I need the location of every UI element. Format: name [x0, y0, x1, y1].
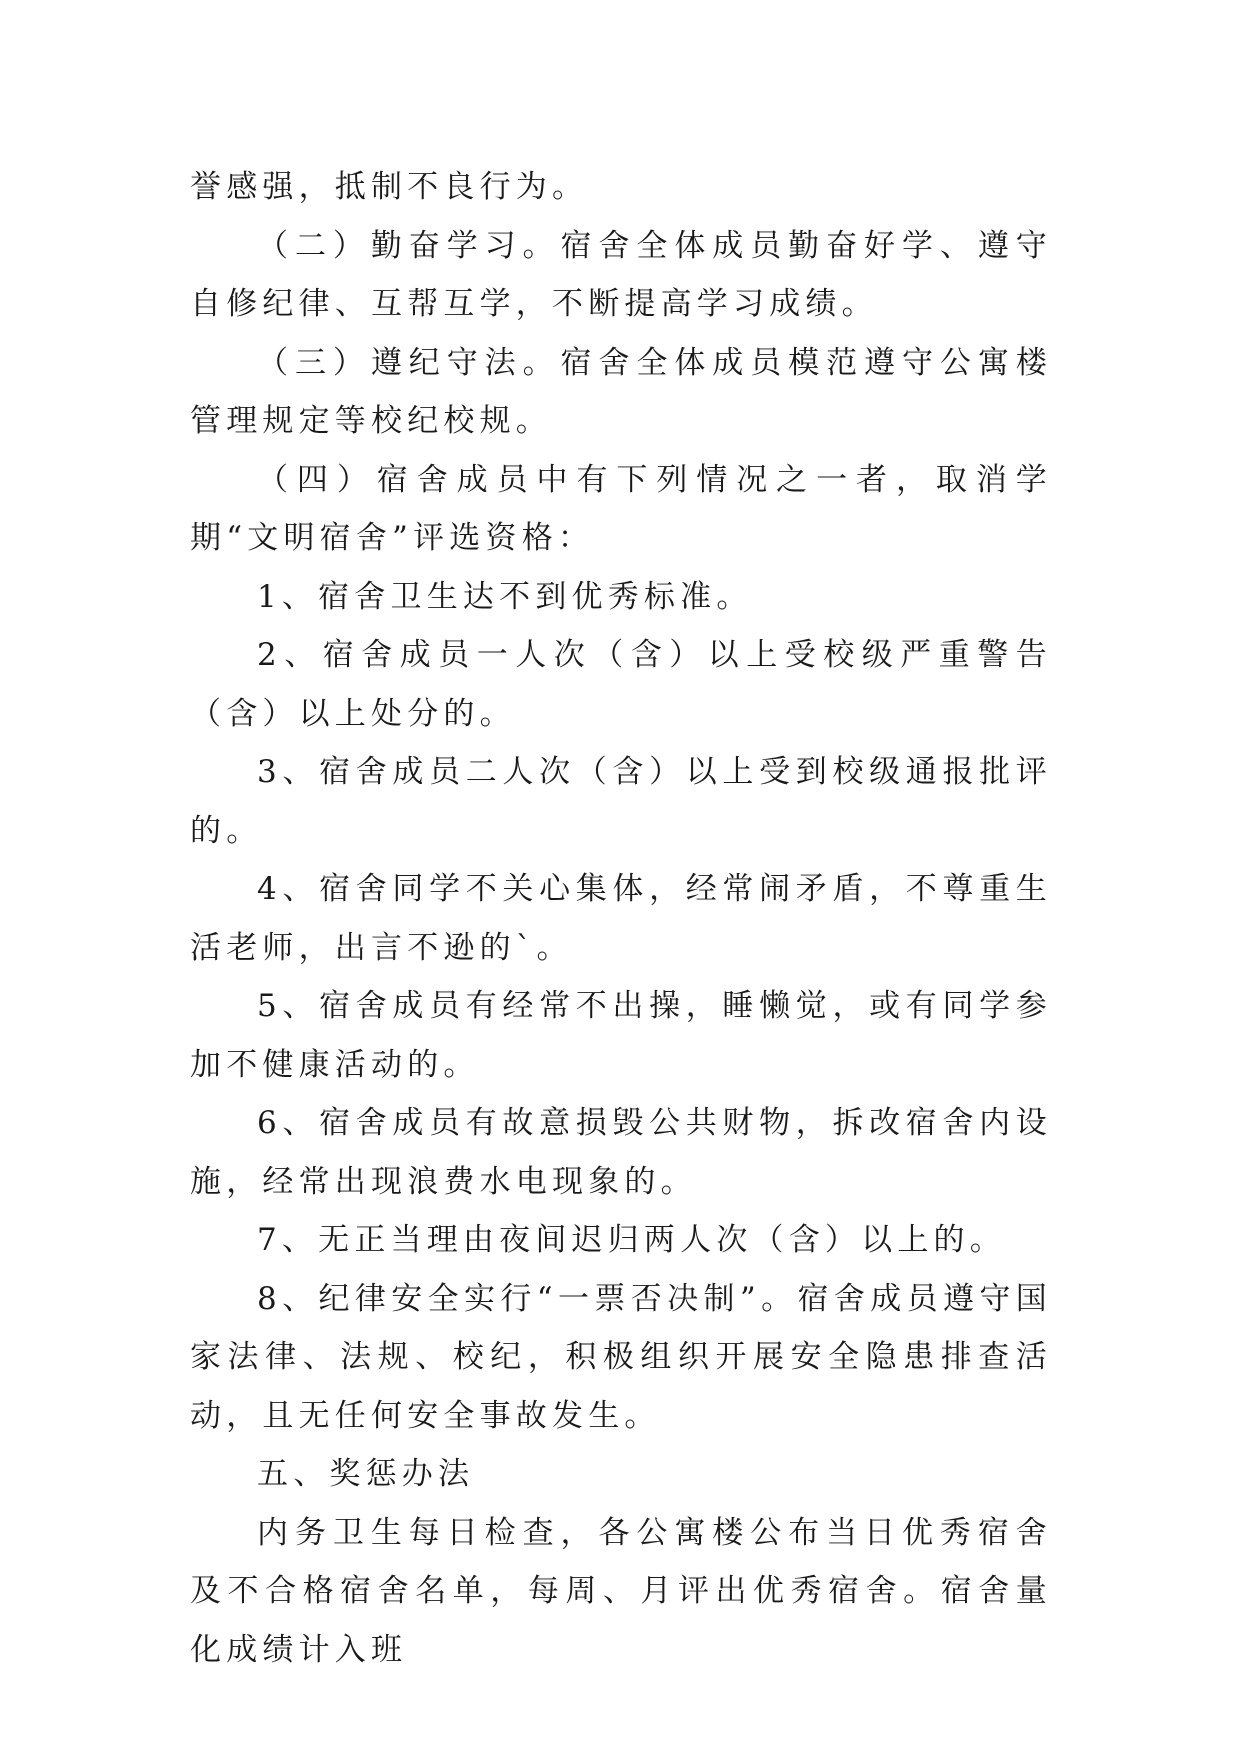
paragraph: （四）宿舍成员中有下列情况之一者，取消学期“文明宿舍”评选资格： [190, 461, 1052, 556]
paragraph: 誉感强，抵制不良行为。 [190, 169, 589, 205]
paragraph: 内务卫生每日检查，各公寓楼公布当日优秀宿舍及不合格宿舍名单，每周、月评出优秀宿舍。宿舍量化成绩计入班 [190, 1514, 1052, 1668]
list-item: 5、宿舍成员有经常不出操，睡懒觉，或有同学参加不健康活动的。 [190, 988, 1052, 1083]
list-item: 2、宿舍成员一人次（含）以上受校级严重警告（含）以上处分的。 [190, 637, 1052, 732]
section-heading: 五、奖惩办法 [257, 1456, 475, 1492]
list-item: 3、宿舍成员二人次（含）以上受到校级通报批评的。 [190, 754, 1052, 849]
document-body [190, 158, 1052, 1679]
list-item: 4、宿舍同学不关心集体，经常闹矛盾，不尊重生活老师，出言不逊的`。 [190, 871, 1052, 966]
list-item: 1、宿舍卫生达不到优秀标准。 [257, 578, 753, 615]
list-item: 8、纪律安全实行“一票否决制”。宿舍成员遵守国家法律、法规、校纪，积极组织开展安全隐患排查活动，且无任何安全事故发生。 [190, 1280, 1052, 1434]
paragraph: （二）勤奋学习。宿舍全体成员勤奋好学、遵守自修纪律、互帮互学，不断提高学习成绩。 [190, 227, 1052, 322]
paragraph: （三）遵纪守法。宿舍全体成员模范遵守公寓楼管理规定等校纪校规。 [190, 344, 1052, 439]
list-item: 7、无正当理由夜间迟归两人次（含）以上的。 [257, 1222, 1006, 1258]
list-item: 6、宿舍成员有故意损毁公共财物，拆改宿舍内设施，经常出现浪费水电现象的。 [190, 1105, 1052, 1200]
